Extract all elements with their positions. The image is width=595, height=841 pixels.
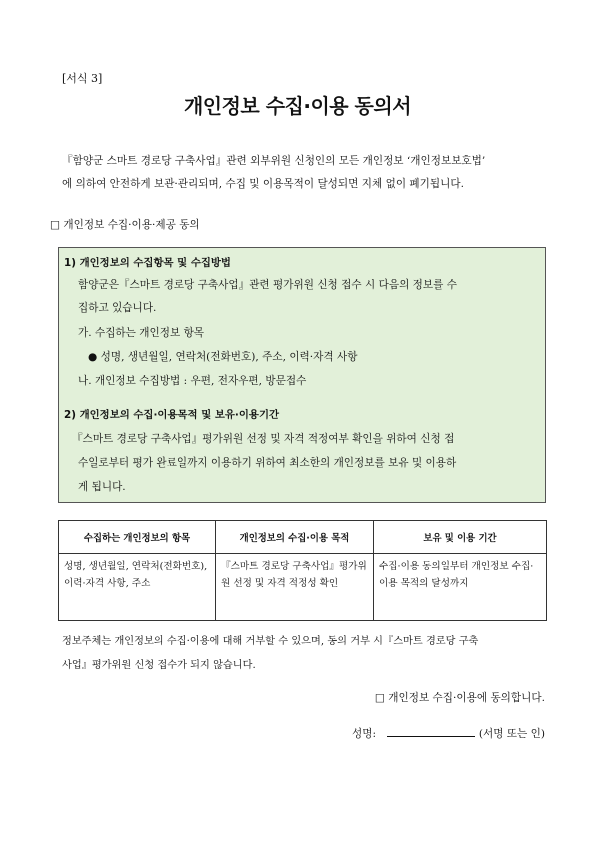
collection-paragraph-line-1: 함양군은『스마트 경로당 구축사업』관련 평가위원 신청 접수 시 다음의 정보를 수 <box>78 279 457 291</box>
purpose-paragraph-line-3: 게 됩니다. <box>78 481 126 493</box>
intro-line-1: 『함양군 스마트 경로당 구축사업』관련 외부위원 신청인의 모든 개인정보 ‘개인정보보호법’ <box>62 155 486 167</box>
refusal-notice <box>62 630 552 678</box>
page-title: 개인정보 수집·이용 동의서 <box>183 94 412 118</box>
signature-row <box>352 726 545 741</box>
table-header-purpose: 개인정보의 수집·이용 목적 <box>216 521 374 554</box>
intro-paragraph <box>62 150 542 196</box>
collection-paragraph-line-2: 집하고 있습니다. <box>78 302 157 314</box>
heading-purpose-period: 2) 개인정보의 수집·이용목적 및 보유·이용기간 <box>64 409 280 421</box>
signature-name-label: 성명: <box>352 728 377 740</box>
purpose-paragraph-line-2: 수일로부터 평가 완료일까지 이용하기 위하여 최소한의 개인정보를 보유 및 이용하 <box>78 457 457 469</box>
collection-summary-table <box>58 520 547 621</box>
table-header-row <box>59 521 547 554</box>
intro-line-2: 에 의하여 안전하게 보관·관리되며, 수집 및 이용목적이 달성되면 지체 없이 폐기됩니다. <box>62 178 464 190</box>
collection-item-ga: 가. 수집하는 개인정보 항목 <box>78 327 205 339</box>
signature-name-field[interactable] <box>387 726 475 737</box>
heading-collection-items: 1) 개인정보의 수집항목 및 수집방법 <box>64 257 231 269</box>
table-row <box>59 554 547 621</box>
collection-item-na: 나. 개인정보 수집방법 : 우편, 전자우편, 방문접수 <box>78 375 307 387</box>
collection-info-box <box>58 247 546 503</box>
table-cell-period: 수집·이용 동의일부터 개인정보 수집·이용 목적의 달성까지 <box>374 554 547 621</box>
form-number: [서식 3] <box>62 72 103 85</box>
consent-section-text: 개인정보 수집·이용·제공 동의 <box>63 219 200 231</box>
refusal-notice-line-1: 정보주체는 개인정보의 수집·이용에 대해 거부할 수 있으며, 동의 거부 시『스마트 경로당 구축 <box>62 636 479 647</box>
consent-section-label <box>50 217 200 232</box>
agreement-label: 개인정보 수집·이용에 동의합니다. <box>388 692 545 704</box>
table-cell-items: 성명, 생년월일, 연락처(전화번호), 이력·자격 사항, 주소 <box>59 554 216 621</box>
refusal-notice-line-2: 사업』평가위원 신청 접수가 되지 않습니다. <box>62 660 256 671</box>
purpose-paragraph-line-1: 『스마트 경로당 구축사업』평가위원 선정 및 자격 적정여부 확인을 위하여 신청 접 <box>72 433 455 445</box>
table-header-period: 보유 및 이용 기간 <box>374 521 547 554</box>
table-cell-purpose: 『스마트 경로당 구축사업』평가위원 선정 및 자격 적정성 확인 <box>216 554 374 621</box>
collection-item-bullet: ● 성명, 생년월일, 연락처(전화번호), 주소, 이력·자격 사항 <box>88 351 358 363</box>
signature-hint: (서명 또는 인) <box>478 728 545 740</box>
agreement-row <box>375 690 545 705</box>
table-header-items: 수집하는 개인정보의 항목 <box>59 521 216 554</box>
agreement-checkbox[interactable]: □ <box>374 692 385 704</box>
consent-section-checkbox[interactable]: □ <box>50 219 61 231</box>
